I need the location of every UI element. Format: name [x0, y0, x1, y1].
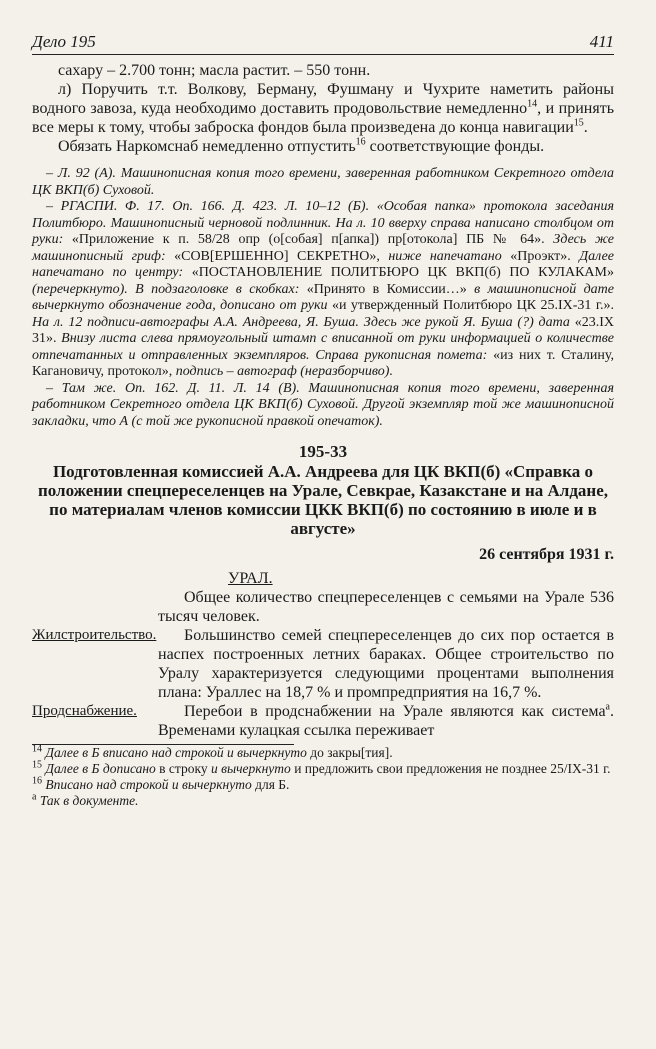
quoted-text: «Проэкт». [510, 248, 571, 264]
running-head [32, 32, 614, 55]
source-text: – РГАСПИ. Ф. 17. Оп. 166. Д. 423. Л. 10–12 (Б). «Особая папка» протокола заседания Политбюро. Машинописный черновой подлинник. На л. 10 вверху справа написано столбцом от руки: [32, 199, 614, 247]
page-number: 411 [589, 32, 614, 51]
body-text: . Временами кулацкая ссылка переживает [158, 703, 614, 739]
document-date: 26 сентября 1931 г. [479, 546, 614, 563]
footnote [32, 745, 614, 761]
document-number: 195-33 [298, 442, 348, 461]
source-note: – Там же. Оп. 162. Д. 11. Л. 14 (В). Машинописная копия того времени, заверенная работником Секретного отдела ЦК ВКП(б) Суховой. Другой экземпляр той же машинописной закладки, что А (с той же рукописной правкой опечаток). [32, 380, 614, 429]
quoted-text: «ПОСТАНОВЛЕНИЕ ПОЛИТБЮРО ЦК ВКП(б) ПО КУЛАКАМ» [191, 265, 614, 280]
footnote-number: 15 [32, 759, 42, 771]
document-paragraph-row [32, 626, 614, 702]
quoted-text: «из них т. Сталину, Кагановичу, протокол», [32, 347, 614, 379]
quoted-text: «23.IX 31». [32, 314, 614, 346]
document-title: Подготовленная комиссией А.А. Андреева для ЦК ВКП(б) «Справка о положении спецпереселенцев на Урале, Севкрае, Казакстане и на Алдане, по материалам членов комиссии ЦКК ВКП(б) по состоянию в июле и в августе» [37, 462, 609, 538]
footnote-text: Так в документе. [39, 793, 139, 808]
body-text: сахару – 2.700 тонн; масла растит. – 550 тонн. [58, 62, 371, 79]
source-text: (перечеркнуто). В подзаголовке в скобках: [32, 281, 307, 297]
footnote-text: до закры[тия]. [306, 745, 393, 760]
body-paragraph [32, 80, 614, 137]
body-text: Перебои в продснабжении на Урале являются как система [184, 703, 606, 720]
body-text: соответствующие фонды. [365, 138, 545, 155]
source-text: в машинописной дате вычеркнуто обозначение года, дописано от руки [32, 281, 615, 313]
footnote-text: в строку [155, 761, 211, 776]
document-paragraph: Большинство семей спецпереселенцев до сих пор остается в наспех построенных летних бараках. Общее строительство по Уралу характеризуется следующими процентами выполнения плана: Ураллес на 18,7 % и промпредприятия на 16,7 %. [158, 627, 614, 701]
footnote-number: 16 [32, 775, 42, 787]
footnote-text: Далее в Б вписано над строкой и вычеркнуто [45, 745, 307, 760]
footnote-ref: 15 [573, 117, 584, 129]
source-text: Здесь же машинописный гриф: [32, 232, 614, 264]
body-paragraph [32, 61, 614, 80]
footnote [32, 761, 614, 777]
body-text: Обязать Наркомснаб немедленно отпустить [58, 138, 356, 155]
quoted-text: «и утвержденный Политбюро ЦК 25.IX-31 г.». [331, 298, 614, 313]
book-page [32, 32, 614, 809]
margin-heading: Продснабжение. [32, 703, 137, 719]
source-text: ниже напечатано [379, 248, 511, 264]
body-text: , и принять все меры к тому, чтобы заброска фондов была произведена до конца навигации [32, 100, 614, 136]
footnote-ref: 14 [527, 98, 538, 110]
margin-heading: Жилстроительство. [32, 627, 157, 643]
footnote-number: 14 [32, 743, 42, 755]
running-head-title: Дело 195 [32, 32, 96, 51]
footnote-text: и предложить свои предложения не позднее 25/IX-31 г. [290, 761, 611, 776]
footnote-ref: 16 [355, 136, 366, 148]
source-text: Далее напечатано по центру: [32, 248, 614, 280]
document-paragraph [158, 702, 614, 740]
source-text: подпись – автограф (неразборчиво). [172, 364, 393, 379]
quoted-text: «СОВ[ЕРШЕННО] СЕКРЕТНО», [174, 248, 380, 264]
document-paragraph-row [32, 702, 614, 740]
footnote-text: и вычеркнуто [210, 761, 291, 776]
footnote [32, 777, 614, 793]
document-paragraph: Общее количество спецпереселенцев с семьями на Урале 536 тысяч человек. [158, 589, 614, 625]
source-text: На л. 12 подписи-автографы А.А. Андреева, Я. Буша. Здесь же рукой Я. Буша (?) дата [32, 314, 575, 330]
quoted-text: «Приложение к п. 58/28 опр (о[собая] п[апка]) пр[отокола] ПБ № 64». [71, 232, 545, 247]
body-paragraph [32, 137, 614, 156]
source-note: – Л. 92 (А). Машинописная копия того времени, заверенная работником Секретного отдела ЦК ВКП(б) Суховой. [32, 166, 614, 198]
footnote-text: для Б. [251, 777, 290, 792]
footnote [32, 793, 614, 809]
footnote-text: Далее в Б дописано [45, 761, 156, 776]
footnote-number: а [32, 791, 37, 803]
body-text: л) Поручить т.т. Волкову, Берману, Фушману и Чухрите наметить районы водного завоза, куда необходимо доставить продовольствие немедленно [32, 81, 614, 117]
footnote-text: Вписано над строкой и вычеркнуто [45, 777, 252, 792]
margin-heading [32, 588, 158, 626]
document-paragraph-row [32, 588, 614, 626]
section-heading: УРАЛ. [228, 570, 273, 587]
source-text: Внизу листа слева прямоугольный штамп с вписанной от руки информацией о количестве отпечатанных и отправленных экземпляров. Справа рукописная помета: [32, 331, 614, 363]
body-text: . [583, 119, 588, 136]
footnote-ref: а [605, 701, 610, 713]
source-note [32, 199, 614, 381]
quoted-text: «Принято в Комиссии…» [306, 281, 467, 297]
